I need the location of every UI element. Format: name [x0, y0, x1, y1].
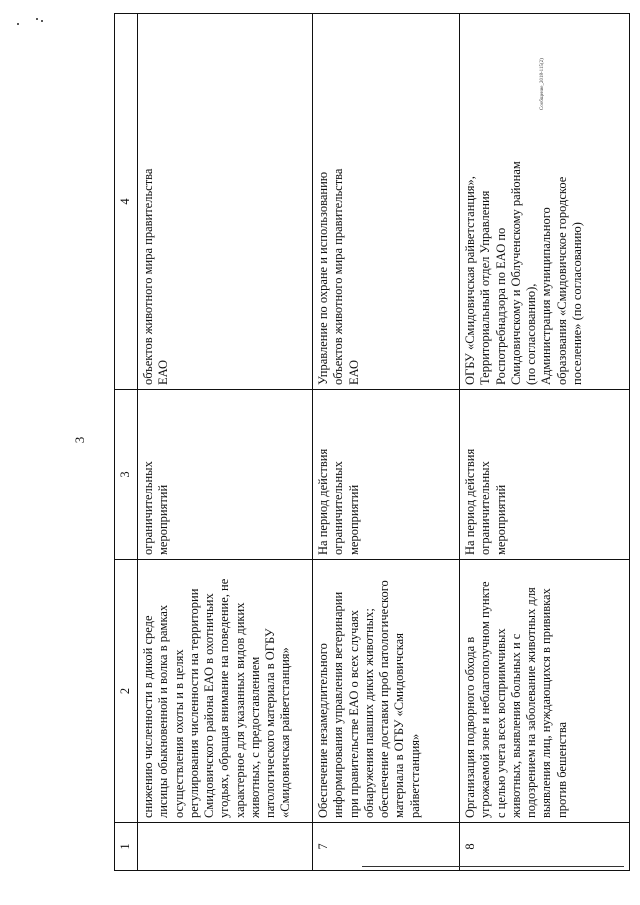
- table-row: [138, 14, 313, 871]
- row-number: 8: [460, 823, 630, 871]
- responsible-cell: Управление по охране и использованию объектов животного мира правительства ЕАО: [313, 14, 460, 390]
- period-cell: ограничительных мероприятий: [138, 390, 313, 560]
- period-cell: На период действия ограничительных мероприятий: [313, 390, 460, 560]
- table-row: [313, 14, 460, 871]
- measure-cell: Обеспечение незамедлительного информирования управления ветеринарии при правительстве ЕАО о всех случаях обнаружения павших диких животных; обеспечение доставки проб патологического материала в ОГБУ «Смидовичская райветстанция»: [313, 560, 460, 823]
- scan-speck: [41, 20, 43, 22]
- column-header-responsible: 4: [115, 14, 138, 390]
- document-stamp: Сообщение_2018-115(2): [540, 58, 545, 110]
- period-cell: На период действия ограничительных мероприятий: [460, 390, 630, 560]
- column-header-measure: 2: [115, 560, 138, 823]
- row-number: [138, 823, 313, 871]
- table-row: [460, 14, 630, 871]
- responsible-cell: объектов животного мира правительства ЕАО: [138, 14, 313, 390]
- scan-speck: [36, 18, 38, 20]
- measures-table: [114, 13, 630, 871]
- page-number: 3: [72, 436, 87, 444]
- scan-speck: [17, 23, 19, 25]
- column-header-number: 1: [115, 823, 138, 871]
- footer-rule: [362, 866, 624, 867]
- measure-cell: снижению численности в дикой среде лисицы обыкновенной и волка в рамках осуществления охоты и в целях регулирования численности на территории Смидовичского района ЕАО в охотничьих угодьях, обращая внимание на поведение, не характерное для указанных видов диких животных, с предоставлением патологического материала в ОГБУ «Смидовичская райветстанция»: [138, 560, 313, 823]
- responsible-cell: ОГБУ «Смидовичская райветстанция», Территориальный отдел Управления Роспотребнадзора по ЕАО по Смидовичскому и Облученскому районам (по согласованию), Администрация муниципального образования «Смидовичское городское поселение» (по согласованию): [460, 14, 630, 390]
- table-header-row: [115, 14, 138, 871]
- column-header-period: 3: [115, 390, 138, 560]
- measures-table-container: [114, 14, 628, 871]
- row-number: 7: [313, 823, 460, 871]
- measure-cell: Организация подворного обхода в угрожаемой зоне и неблагополучном пункте с целью учета всех восприимчивых животных, выявления больных и с подозрением на заболевание животных для выявления лиц, нуждающихся в прививках против бешенства: [460, 560, 630, 823]
